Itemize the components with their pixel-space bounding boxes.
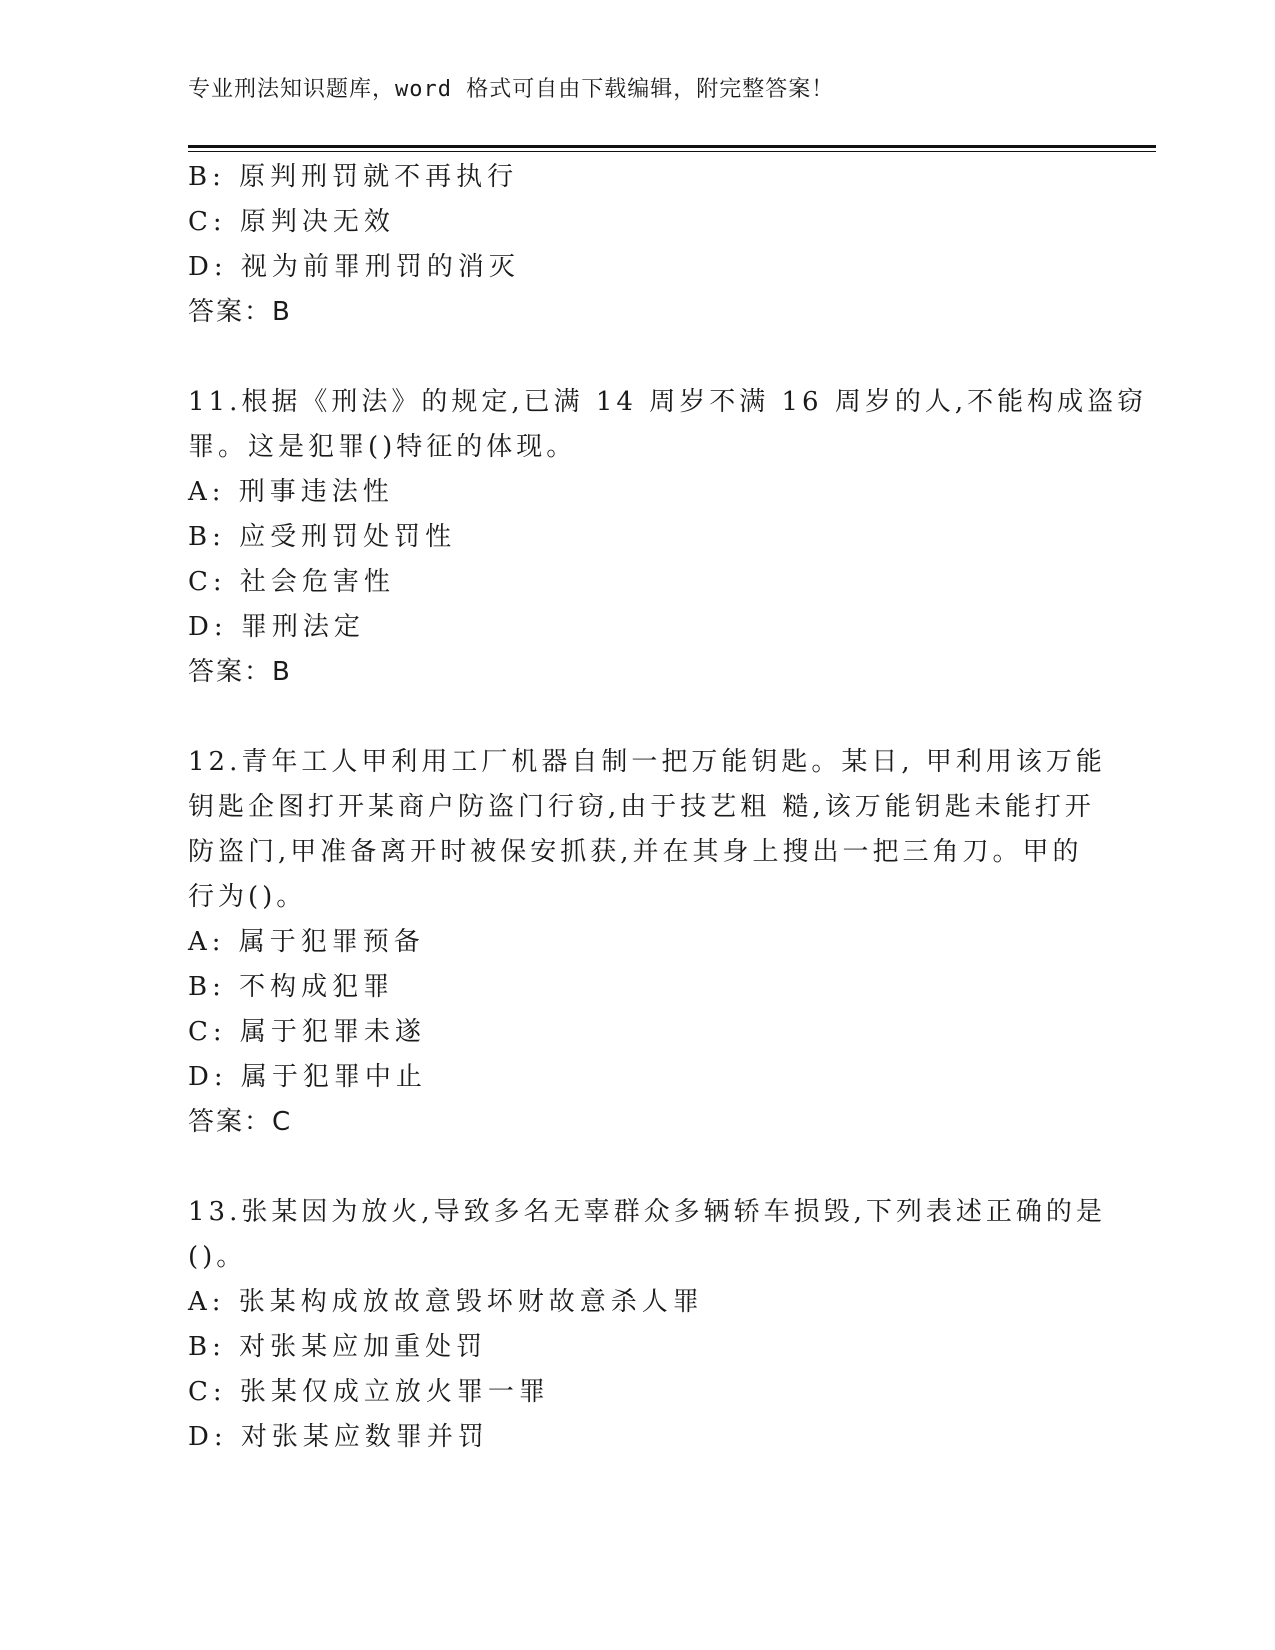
option-b: B: 不构成犯罪 [188,972,395,1002]
question-13-line-1: 13.张某因为放火,导致多名无辜群众多辆轿车损毁,下列表述正确的是 [188,1197,1106,1227]
option-d: D: 视为前罪刑罚的消灭 [188,252,520,282]
option-a: A: 属于犯罪预备 [188,927,425,957]
question-12-line-1: 12.青年工人甲利用工厂机器自制一把万能钥匙。某日, 甲利用该万能 [188,747,1106,777]
answer: 答案：B [188,657,292,687]
question-11-line-2: 罪。这是犯罪()特征的体现。 [188,432,577,462]
question-11-line-1: 11.根据《刑法》的规定,已满 14 周岁不满 16 周岁的人,不能构成盗窃 [188,387,1148,417]
option-c: C: 原判决无效 [188,207,395,237]
question-content [188,155,1148,1460]
question-12-line-4: 行为()。 [188,882,307,912]
option-a: A: 张某构成放故意毁坏财故意杀人罪 [188,1287,704,1317]
option-a: A: 刑事违法性 [188,477,394,507]
header-rule-thick [188,145,1156,148]
question-13-line-2: ()。 [188,1242,247,1272]
header-rule-thin [188,151,1156,152]
option-c: C: 张某仅成立放火罪一罪 [188,1377,550,1407]
option-b: B: 原判刑罚就不再执行 [188,162,519,192]
option-b: B: 对张某应加重处罚 [188,1332,488,1362]
option-d: D: 属于犯罪中止 [188,1062,427,1092]
page-header: 专业刑法知识题库，word 格式可自由下载编辑，附完整答案！ [188,77,835,102]
option-c: C: 社会危害性 [188,567,395,597]
option-d: D: 对张某应数罪并罚 [188,1422,489,1452]
answer: 答案：C [188,1107,293,1137]
answer: 答案：B [188,297,292,327]
option-b: B: 应受刑罚处罚性 [188,522,457,552]
question-12-line-2: 钥匙企图打开某商户防盗门行窃,由于技艺粗 糙,该万能钥匙未能打开 [188,792,1095,822]
question-12-line-3: 防盗门,甲准备离开时被保安抓获,并在其身上搜出一把三角刀。甲的 [188,837,1083,867]
option-c: C: 属于犯罪未遂 [188,1017,426,1047]
option-d: D: 罪刑法定 [188,612,365,642]
